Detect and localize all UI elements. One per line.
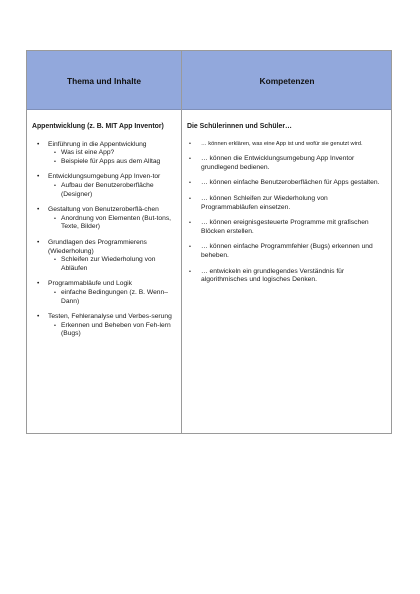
subtopic-label: Beispiele für Apps aus dem Alltag (61, 157, 161, 165)
competency-label: … können einfache Programmfehler (Bugs) erkennen und beheben. (201, 243, 373, 259)
topic-item (32, 141, 178, 167)
competency-item (187, 219, 385, 236)
topics-column (32, 123, 178, 346)
competency-label: … können Schleifen zur Wiederholung von Programmabläufen einsetzen. (201, 194, 328, 211)
topic-item (32, 239, 178, 273)
subtopic-item (54, 149, 178, 158)
competency-item (187, 155, 385, 172)
topic-label: Programmabläufe und Logik (48, 280, 133, 288)
bullet-icon: • (37, 238, 40, 246)
header-topics: Thema und Inhalte (67, 75, 141, 86)
bullet-icon: • (189, 268, 191, 275)
subtopic-label: Aufbau der Benutzeroberfläche (Designer) (61, 181, 154, 198)
topic-label: Grundlagen des Programmierens (Wiederholung) (48, 238, 147, 255)
competency-label: … können erklären, was eine App ist und wofür sie genutzt wird. (201, 140, 363, 147)
topic-item (32, 280, 178, 306)
subtopic-item (54, 289, 178, 306)
bullet-icon: • (37, 280, 40, 288)
bullet-icon: • (189, 140, 191, 147)
competency-label: … können die Entwicklungsumgebung App Inventor grundlegend bedienen. (201, 155, 355, 171)
header-competencies: Kompetenzen (259, 75, 315, 86)
topic-label: Entwicklungsumgebung App Inven-tor (48, 173, 161, 181)
bullet-icon: • (189, 180, 191, 187)
bullet-icon: • (189, 244, 191, 251)
bullet-icon: • (54, 150, 56, 157)
competency-item (187, 243, 385, 260)
competency-item (187, 179, 385, 188)
subtopic-item (54, 158, 178, 167)
bullet-icon: • (37, 140, 40, 148)
bullet-icon: • (189, 156, 191, 163)
subtopic-item (54, 256, 178, 273)
subtopic-item (54, 322, 178, 339)
bullet-icon: • (37, 173, 40, 181)
competency-label: … entwickeln ein grundlegendes Verständnis für algorithmisches und logisches Denken. (201, 267, 345, 284)
bullet-icon: • (54, 182, 56, 189)
subtopic-label: Was ist eine App? (61, 149, 115, 157)
competency-item (187, 141, 385, 149)
competencies-column (187, 123, 385, 292)
topic-item (32, 313, 178, 339)
topic-item (32, 173, 178, 199)
subtopic-item (54, 215, 178, 232)
topics-list (32, 141, 178, 339)
bullet-icon: • (54, 289, 56, 296)
bullet-icon: • (37, 206, 40, 214)
bullet-icon: • (189, 195, 191, 202)
competencies-list (187, 141, 385, 285)
competencies-title: Die Schülerinnen und Schüler… (187, 123, 292, 130)
competency-label: … können ereignisgesteuerte Programme mit grafischen Blöcken erstellen. (201, 219, 369, 235)
competency-item (187, 268, 385, 285)
topic-label: Einführung in die Appentwicklung (48, 140, 147, 148)
curriculum-table (26, 50, 392, 434)
bullet-icon: • (54, 158, 56, 165)
topic-label: Testen, Fehleranalyse und Verbes-serung (48, 313, 172, 321)
bullet-icon: • (37, 313, 40, 321)
bullet-icon: • (54, 215, 56, 222)
topic-label: Gestaltung von Benutzeroberflä-chen (48, 206, 159, 214)
bullet-icon: • (54, 322, 56, 329)
topic-item (32, 206, 178, 232)
subtopic-label: Erkennen und Beheben von Feh-lern (Bugs) (61, 321, 171, 338)
subtopic-label: Anordnung von Elementen (But-tons, Texte, Bilder) (61, 214, 172, 231)
topics-title: Appentwicklung (z. B. MIT App Inventor) (32, 123, 164, 130)
bullet-icon: • (54, 257, 56, 264)
subtopic-label: einfache Bedingungen (z. B. Wenn–Dann) (61, 288, 168, 305)
bullet-icon: • (189, 220, 191, 227)
competency-label: … können einfache Benutzeroberflächen für Apps gestalten. (201, 179, 380, 187)
subtopic-label: Schleifen zur Wiederholung von Abläufen (61, 256, 156, 272)
subtopic-item (54, 182, 178, 199)
competency-item (187, 195, 385, 212)
